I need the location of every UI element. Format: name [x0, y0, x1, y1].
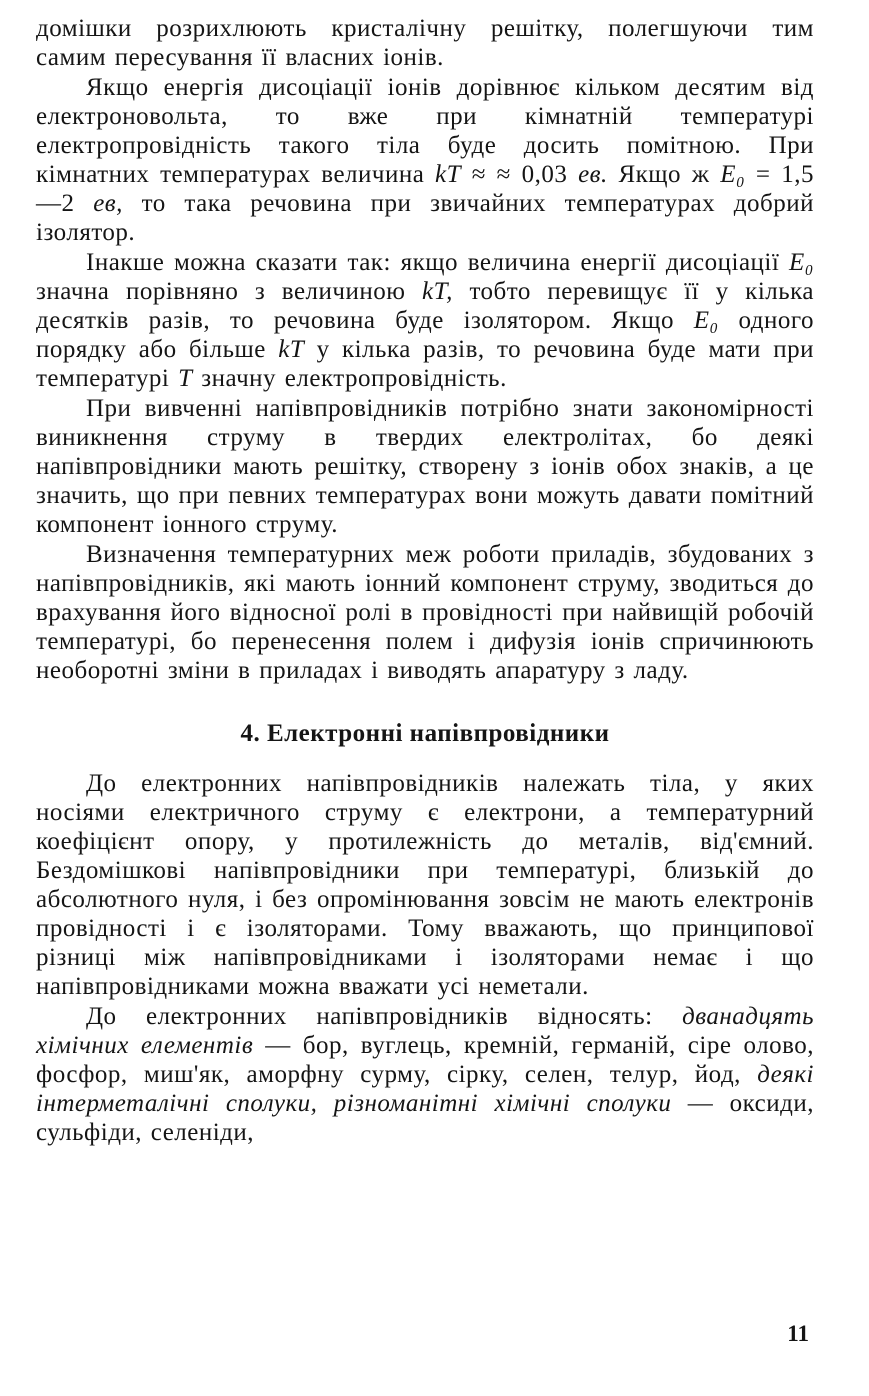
- paragraph-continuation: [36, 14, 814, 72]
- paragraph-text: До електронних напівпровідників належать тіла, у яких носіями електричного струму є електрони, а температурний коефіцієнт опору, у протилежність до металів, від'ємний. Бездомішкові напівпровідники при температурі, близькій до абсолютного нуля, і без опромінювання зовсім не мають електронів провідності і є ізоляторами. Тому вважають, що принципової різниці між напівпровідниками і ізоляторами немає і що напівпровідниками можна вважати усі неметали.: [36, 770, 814, 1000]
- paragraph-text: домішки розрихлюють кристалічну решітку, полегшуючи тим самим пересування її власних іонів.: [36, 15, 814, 71]
- paragraph-text: Інакше можна сказати так: якщо величина енергії дисоціації: [86, 249, 790, 276]
- section-heading: 4. Електронні напівпровідники: [240, 720, 610, 747]
- formula-E0: E₀: [789, 249, 814, 276]
- paragraph-dissociation-energy: [36, 73, 814, 247]
- formula-kT: kT: [278, 336, 305, 363]
- paragraph-text: Якщо енергія дисоціації іонів дорівнює кільком десятим від електроновольта, то вже при кімнатній температурі електропровідність такого тіла буде досить помітною. При кімнатних температурах величина: [36, 74, 814, 188]
- italic-phrase: деякі інтерметалічні сполуки, різноманітні хімічні сполуки: [36, 1061, 814, 1117]
- paragraph-text: Визначення температурних меж роботи приладів, збудованих з напівпровідників, які мають іонний компонент струму, зводиться до врахування його відносної ролі в провідності при найвищій робочій температурі, бо перенесення полем і дифузія іонів спричинюють необоротні зміни в приладах і виводять апаратуру з ладу.: [36, 541, 814, 684]
- formula-kT: kT,: [421, 278, 453, 305]
- page-number: 11: [787, 1321, 809, 1346]
- book-page: [36, 14, 814, 1148]
- unit-ev: ев,: [93, 190, 123, 217]
- paragraph-text: При вивченні напівпровідників потрібно знати закономірності виникнення струму в твердих електролітах, бо деякі напівпровідники мають решітку, створену з іонів обох знаків, а це значить, що при певних температурах вони можуть давати помітний компонент іонного струму.: [36, 395, 814, 538]
- paragraph-text: До електронних напівпровідників відносять:: [86, 1003, 683, 1030]
- formula-T: T: [178, 365, 193, 392]
- formula-E0: E₀: [720, 161, 746, 188]
- paragraph-text: значна порівняно з величиною: [36, 278, 422, 305]
- paragraph-text: Якщо ж: [607, 161, 721, 188]
- unit-ev: ев.: [578, 161, 608, 188]
- formula-E0: E₀: [693, 307, 719, 334]
- paragraph-text: тобто перевищує її у кілька десятків разів, то речовина буде ізолятором. Якщо: [36, 278, 815, 334]
- paragraph-comparison: [36, 248, 814, 393]
- paragraph-text: ≈ ≈ 0,03: [461, 161, 579, 188]
- paragraph-text: то така речовина при звичайних температурах добрий ізолятор.: [36, 190, 815, 246]
- paragraph-text: у кілька разів, то речовина буде мати при температурі: [36, 336, 814, 392]
- paragraph-solid-electrolytes: [36, 394, 814, 539]
- formula-kT: kT: [435, 161, 462, 188]
- paragraph-temperature-limits: [36, 540, 814, 685]
- paragraph-electronic-semiconductors: [36, 769, 814, 1001]
- paragraph-text: = 1,5—2: [36, 161, 814, 217]
- paragraph-text: одного порядку або більше: [36, 307, 814, 363]
- paragraph-text: — бор, вуглець, кремній, германій, сіре олово, фосфор, миш'як, аморфну сурму, сірку, селен, телур, йод,: [36, 1032, 814, 1088]
- paragraph-semiconductor-list: [36, 1002, 814, 1147]
- italic-phrase: дванадцять хімічних елементів: [36, 1003, 814, 1059]
- paragraph-text: — оксиди, сульфіди, селеніди,: [36, 1090, 814, 1146]
- paragraph-text: значну електропровідність.: [192, 365, 507, 392]
